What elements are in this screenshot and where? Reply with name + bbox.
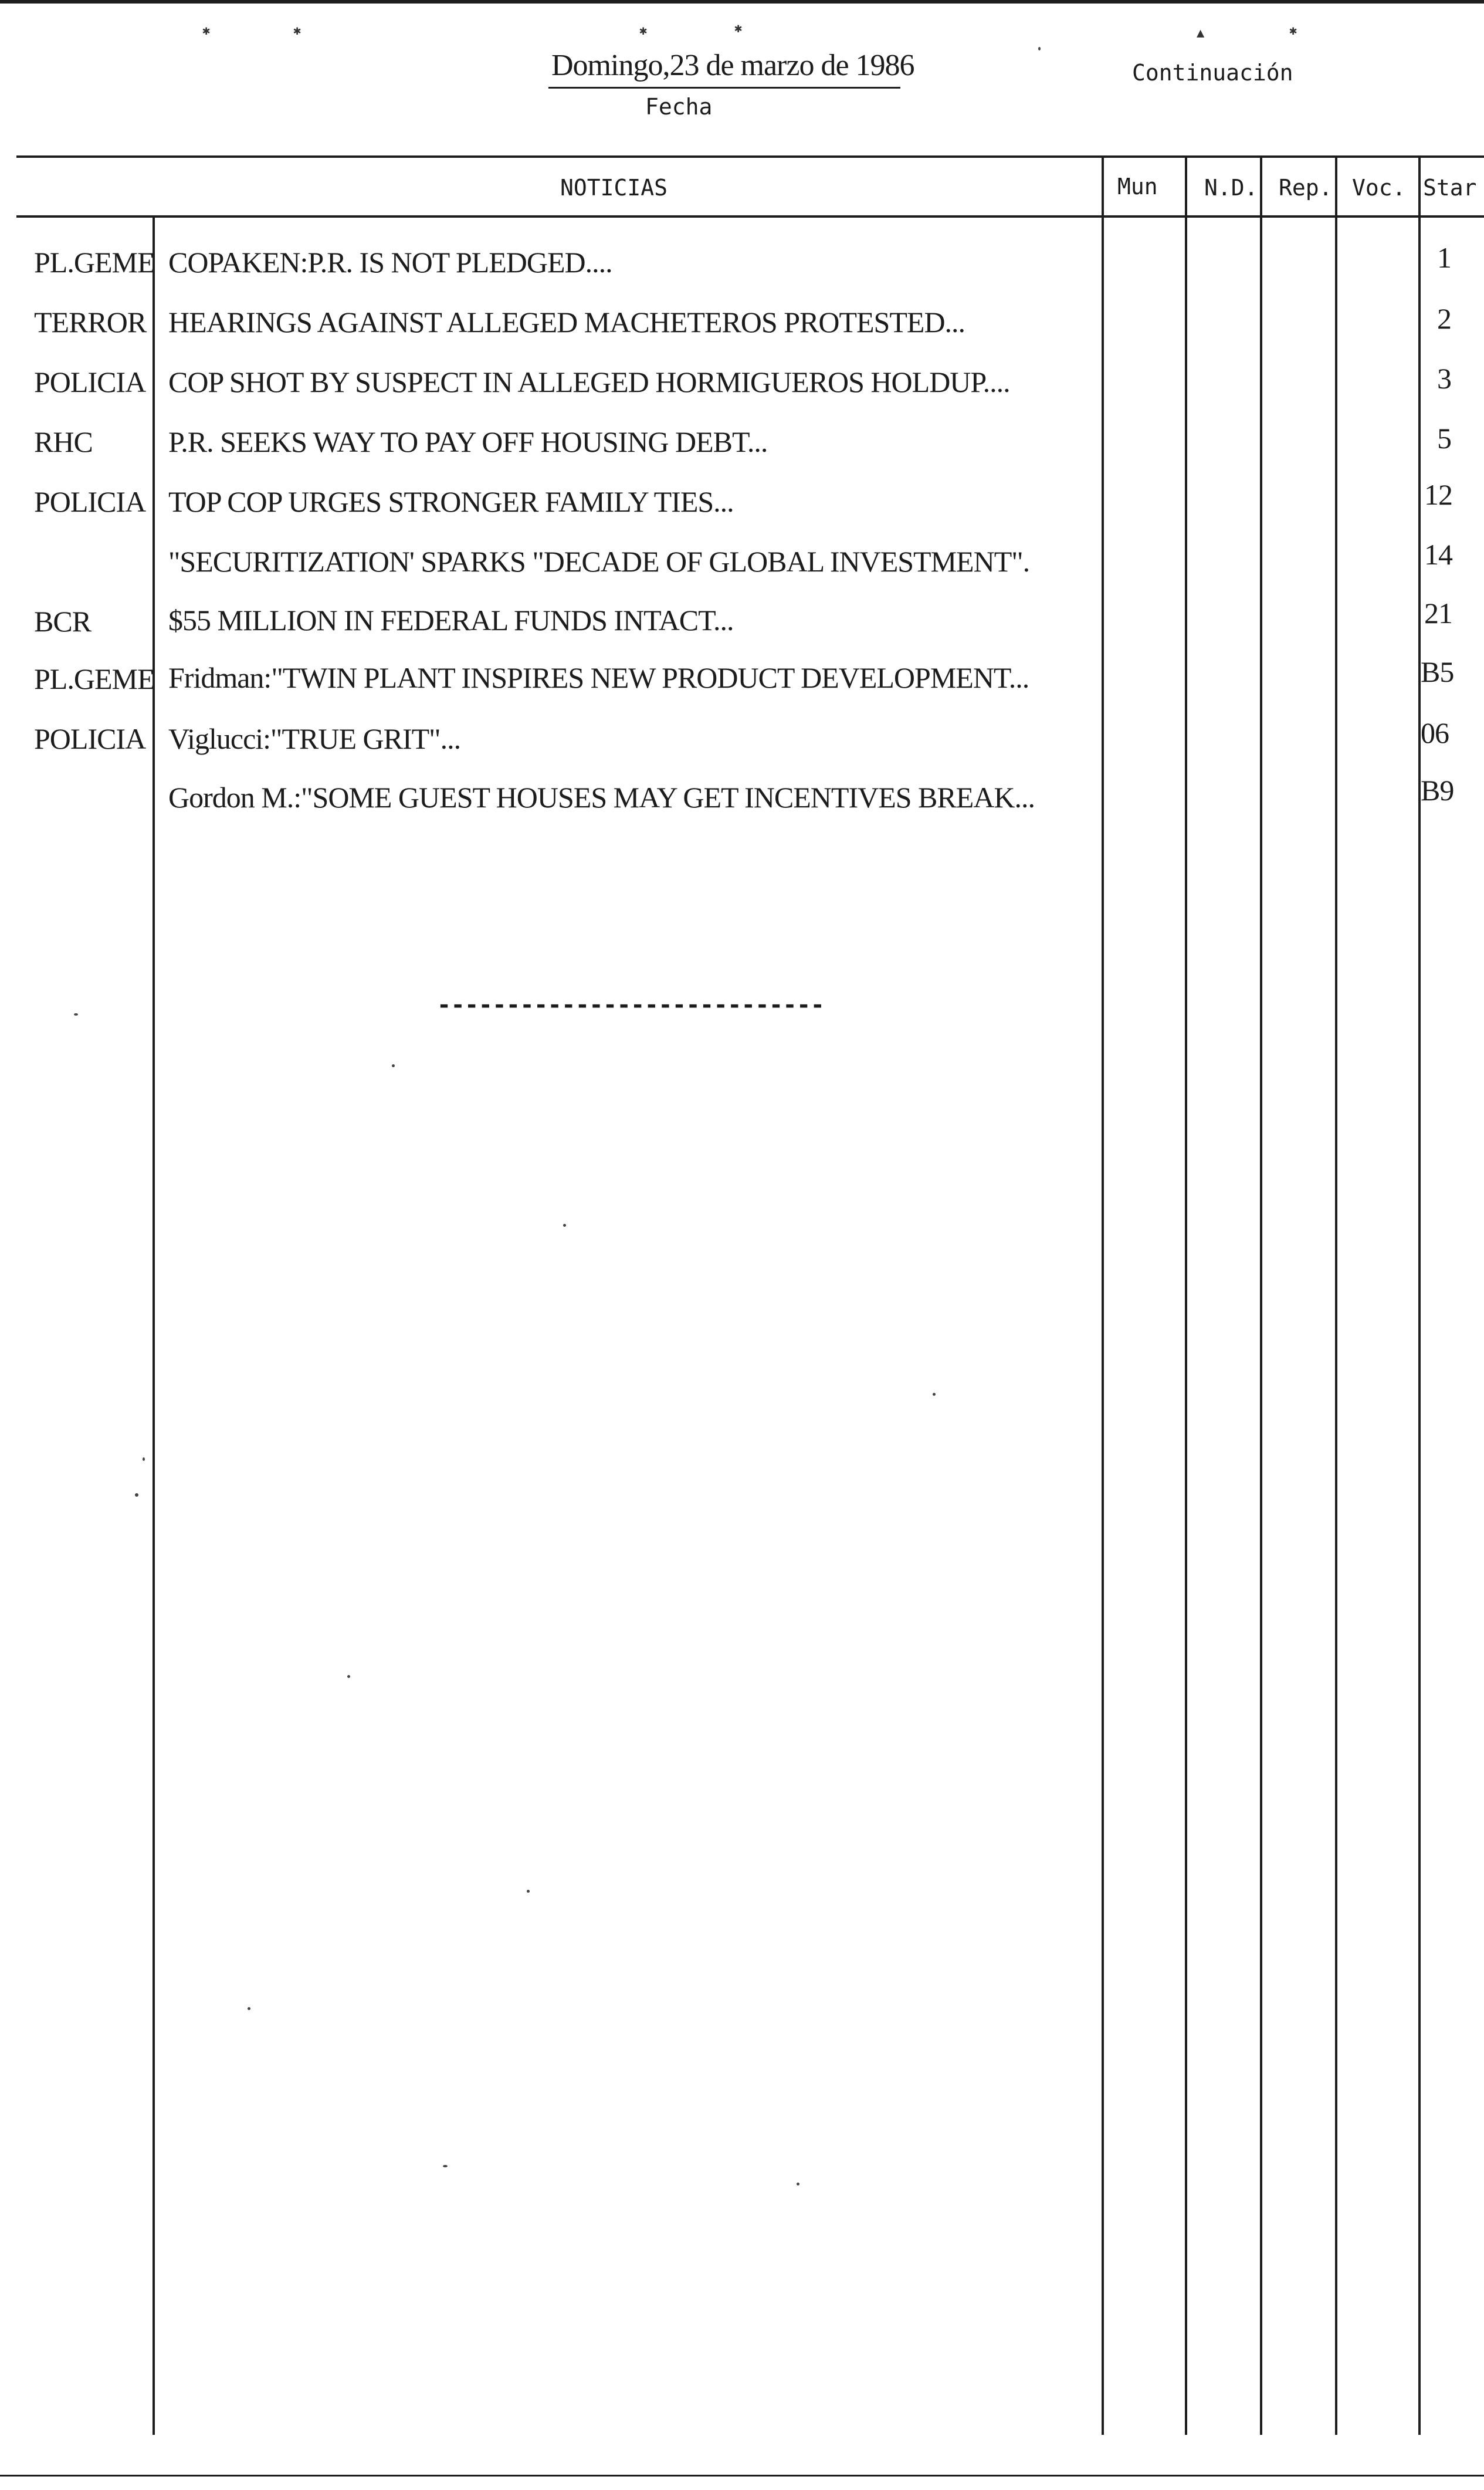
scan-speck <box>143 1457 145 1461</box>
col-header-voc: Voc. <box>1352 175 1406 201</box>
headline: COP SHOT BY SUSPECT IN ALLEGED HORMIGUEROS HOLDUP.... <box>168 366 1010 398</box>
page-number: 5 <box>1437 422 1451 455</box>
report-date: Domingo,23 de marzo de 1986 <box>551 49 914 82</box>
headline: HEARINGS AGAINST ALLEGED MACHETEROS PROTESTED... <box>168 306 965 339</box>
date-label: Fecha <box>645 94 713 120</box>
page-number: 06 <box>1421 716 1449 749</box>
scan-speck <box>797 2183 799 2185</box>
table-row <box>0 299 1484 340</box>
page-number: 1 <box>1437 241 1451 274</box>
table-top-rule <box>16 155 1484 158</box>
section-code: PL.GEME <box>34 246 155 279</box>
section-code: RHC <box>34 425 93 458</box>
headline: Viglucci:"TRUE GRIT"... <box>168 722 461 755</box>
scan-speck <box>443 2165 448 2167</box>
scan-speck <box>933 1393 936 1396</box>
col-header-nd: N.D. <box>1204 175 1258 201</box>
table-row <box>0 655 1484 696</box>
col-header-star: Star <box>1423 175 1477 201</box>
scan-speck <box>74 1013 78 1016</box>
table-row <box>0 596 1484 637</box>
page-number: B5 <box>1421 655 1454 688</box>
continuation-label: Continuación <box>1132 60 1293 86</box>
page-number: 12 <box>1424 478 1452 511</box>
scan-speck <box>563 1224 566 1227</box>
col-header-rep: Rep. <box>1279 175 1333 201</box>
headline: COPAKEN:P.R. IS NOT PLEDGED.... <box>168 246 612 279</box>
section-code: POLICIA <box>34 722 146 755</box>
col-header-noticias: NOTICIAS <box>560 175 668 201</box>
page-number: 14 <box>1424 538 1452 571</box>
registration-mark: ✱ <box>734 21 743 36</box>
registration-mark: ✱ <box>639 23 648 38</box>
table-row <box>0 478 1484 519</box>
scan-speck <box>527 1890 530 1893</box>
headline: $55 MILLION IN FEDERAL FUNDS INTACT... <box>168 604 734 637</box>
page-number: 3 <box>1437 362 1451 395</box>
headline: "SECURITIZATION' SPARKS "DECADE OF GLOBAL INVESTMENT". <box>168 545 1030 578</box>
scan-speck <box>1038 47 1041 50</box>
scan-speck <box>392 1064 395 1067</box>
section-code: BCR <box>34 605 92 638</box>
page-number: 21 <box>1424 597 1452 630</box>
end-separator: ---------------------------- <box>437 992 825 1019</box>
registration-mark: ✱ <box>293 23 301 38</box>
registration-mark: ▲ <box>1197 26 1205 40</box>
page-number: B9 <box>1421 774 1454 807</box>
top-border <box>0 0 1484 4</box>
scan-speck <box>135 1493 138 1497</box>
section-code: POLICIA <box>34 485 146 518</box>
section-code: PL.GEME <box>34 662 155 695</box>
section-code: POLICIA <box>34 366 146 398</box>
headline: P.R. SEEKS WAY TO PAY OFF HOUSING DEBT... <box>168 425 768 458</box>
headline: Gordon M.:"SOME GUEST HOUSES MAY GET INCENTIVES BREAK... <box>168 781 1035 814</box>
table-row <box>0 241 1484 282</box>
headline: TOP COP URGES STRONGER FAMILY TIES... <box>168 485 734 518</box>
scan-speck <box>347 1675 350 1678</box>
section-code: TERROR <box>34 306 147 339</box>
headline: Fridman:"TWIN PLANT INSPIRES NEW PRODUCT DEVELOPMENT... <box>168 661 1029 694</box>
registration-mark: ✱ <box>1289 23 1297 38</box>
table-row <box>0 716 1484 757</box>
table-row <box>0 773 1484 814</box>
table-header-rule <box>16 215 1484 218</box>
table-row <box>0 537 1484 578</box>
table-bottom-rule <box>0 2475 1484 2477</box>
table-row <box>0 419 1484 460</box>
scan-speck <box>248 2007 250 2010</box>
date-underline <box>548 87 900 89</box>
table-row <box>0 359 1484 400</box>
col-header-mun: Mun <box>1117 174 1158 199</box>
registration-mark: ✱ <box>202 23 211 38</box>
page-number: 2 <box>1437 302 1451 335</box>
